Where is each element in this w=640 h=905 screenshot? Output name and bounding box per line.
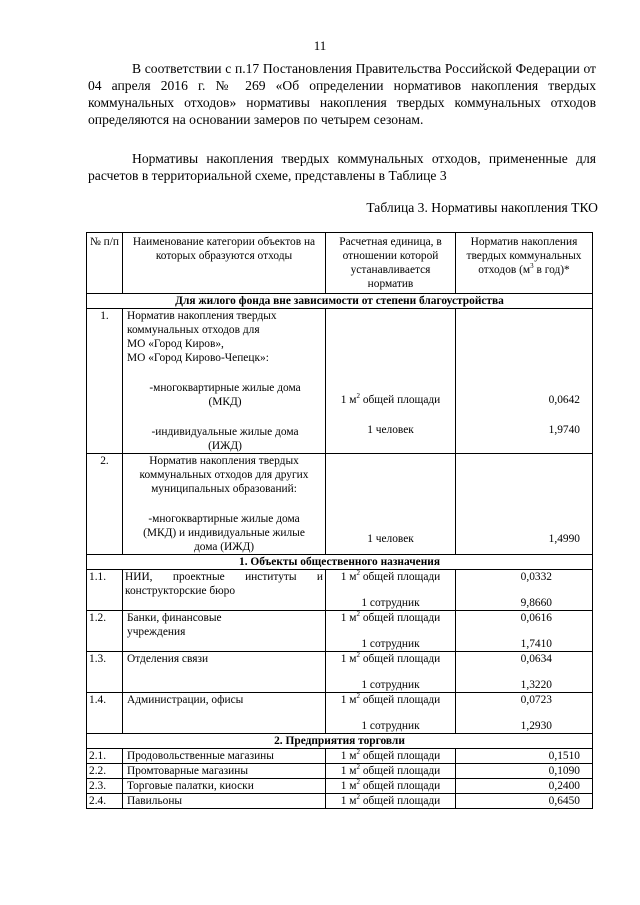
paragraph-text: В соответствии с п.17 Постановления Правительства Российской Федерации от 04 апреля 2016 г. № 269 «Об определении нормативов накопления твердых коммунальных отходов» нормативы накопления твердых коммунальных отходов определяются на основании замеров по четырем сезонам.	[88, 61, 596, 127]
row-num: 2.2.	[87, 764, 123, 779]
section-title: 2. Предприятия торговли	[87, 734, 593, 749]
row-num: 1.2.	[87, 611, 123, 652]
row-value: 1,4990	[456, 454, 593, 555]
row-value: 0,1510	[456, 749, 593, 764]
section-row	[87, 555, 593, 570]
header-norm: Норматив накопления твердых коммунальных отходов ($м^3$ в год)*	[456, 233, 593, 294]
row-name: НИИ, проектные институты и конструкторские бюро	[123, 570, 326, 611]
section-row	[87, 294, 593, 309]
table-header-row	[87, 233, 593, 294]
row-num: 1.1.	[87, 570, 123, 611]
header-name: Наименование категории объектов на которых образуются отходы	[123, 233, 326, 294]
unit-area: 1 $м^2$ общей площади	[340, 392, 441, 406]
unit-person: 1 человек	[367, 424, 414, 436]
row-unit: 1 $м^2$ общей площади 1 сотрудник	[326, 652, 456, 693]
row-unit: 1 $м^2$ общей площади 1 сотрудник	[326, 611, 456, 652]
value-area: 0,0642	[548, 394, 580, 406]
row-value: 0,6450	[456, 794, 593, 809]
row-value	[456, 309, 593, 454]
row-name: Норматив накопления твердых коммунальных отходов для других муниципальных образований: -многоквартирные жилые дома (МКД) и индивидуальные жилые дома (ИЖД)	[123, 454, 326, 555]
paragraph-text: Нормативы накопления твердых коммунальных отходов, примененные для расчетов в территориальной схеме, представлены в Таблице 3	[88, 151, 596, 183]
row-unit: 1 $м^2$ общей площади 1 сотрудник	[326, 693, 456, 734]
row-name: Торговые палатки, киоски	[123, 779, 326, 794]
header-num: № п/п	[87, 233, 123, 294]
row-name: Администрации, офисы	[123, 693, 326, 734]
table-row	[87, 693, 593, 734]
table-row	[87, 652, 593, 693]
row-num: 2.4.	[87, 794, 123, 809]
row-num: 1.	[87, 309, 123, 454]
section-title: Для жилого фонда вне зависимости от степени благоустройства	[87, 294, 593, 309]
table-row	[87, 794, 593, 809]
table-row	[87, 611, 593, 652]
row-value: 0,0723 1,2930	[456, 693, 593, 734]
row-num: 1.4.	[87, 693, 123, 734]
table-row	[87, 570, 593, 611]
table-row	[87, 454, 593, 555]
section-title: 1. Объекты общественного назначения	[87, 555, 593, 570]
row-num: 1.3.	[87, 652, 123, 693]
row-value: 0,1090	[456, 764, 593, 779]
page-number: 11	[313, 38, 327, 53]
row-value: 0,0616 1,7410	[456, 611, 593, 652]
row-value: 0,2400	[456, 779, 593, 794]
row-num: 2.	[87, 454, 123, 555]
section-row	[87, 734, 593, 749]
table-row	[87, 779, 593, 794]
table-row	[87, 309, 593, 454]
row-name: Промтоварные магазины	[123, 764, 326, 779]
row-unit	[326, 309, 456, 454]
header-unit: Расчетная единица, в отношении которой устанавливается норматив	[326, 233, 456, 294]
value-person: 1,9740	[548, 424, 580, 436]
row-name: Банки, финансовые учреждения	[123, 611, 326, 652]
row-name: Отделения связи	[123, 652, 326, 693]
row-unit: 1 $м^2$ общей площади	[326, 764, 456, 779]
norms-table	[86, 232, 593, 809]
row-num: 2.3.	[87, 779, 123, 794]
row-unit: 1 $м^2$ общей площади	[326, 779, 456, 794]
row-unit: 1 $м^2$ общей площади	[326, 794, 456, 809]
row-unit: 1 $м^2$ общей площади	[326, 749, 456, 764]
row-value: 0,0634 1,3220	[456, 652, 593, 693]
row-unit: 1 человек	[326, 454, 456, 555]
row-num: 2.1.	[87, 749, 123, 764]
intro-paragraph	[88, 60, 596, 128]
row-name: Павильоны	[123, 794, 326, 809]
row-name: Норматив накопления твердых коммунальных отходов для МО «Город Киров», МО «Город Кирово-Чепецк»: -многоквартирные жилые дома (МКД) -индивидуальные жилые дома (ИЖД)	[123, 309, 326, 454]
table-caption: Таблица 3. Нормативы накопления ТКО	[366, 200, 598, 215]
row-name: Продовольственные магазины	[123, 749, 326, 764]
row-unit: 1 $м^2$ общей площади 1 сотрудник	[326, 570, 456, 611]
table-row	[87, 764, 593, 779]
table-row	[87, 749, 593, 764]
row-value: 0,0332 9,8660	[456, 570, 593, 611]
table-reference-paragraph	[88, 150, 596, 184]
